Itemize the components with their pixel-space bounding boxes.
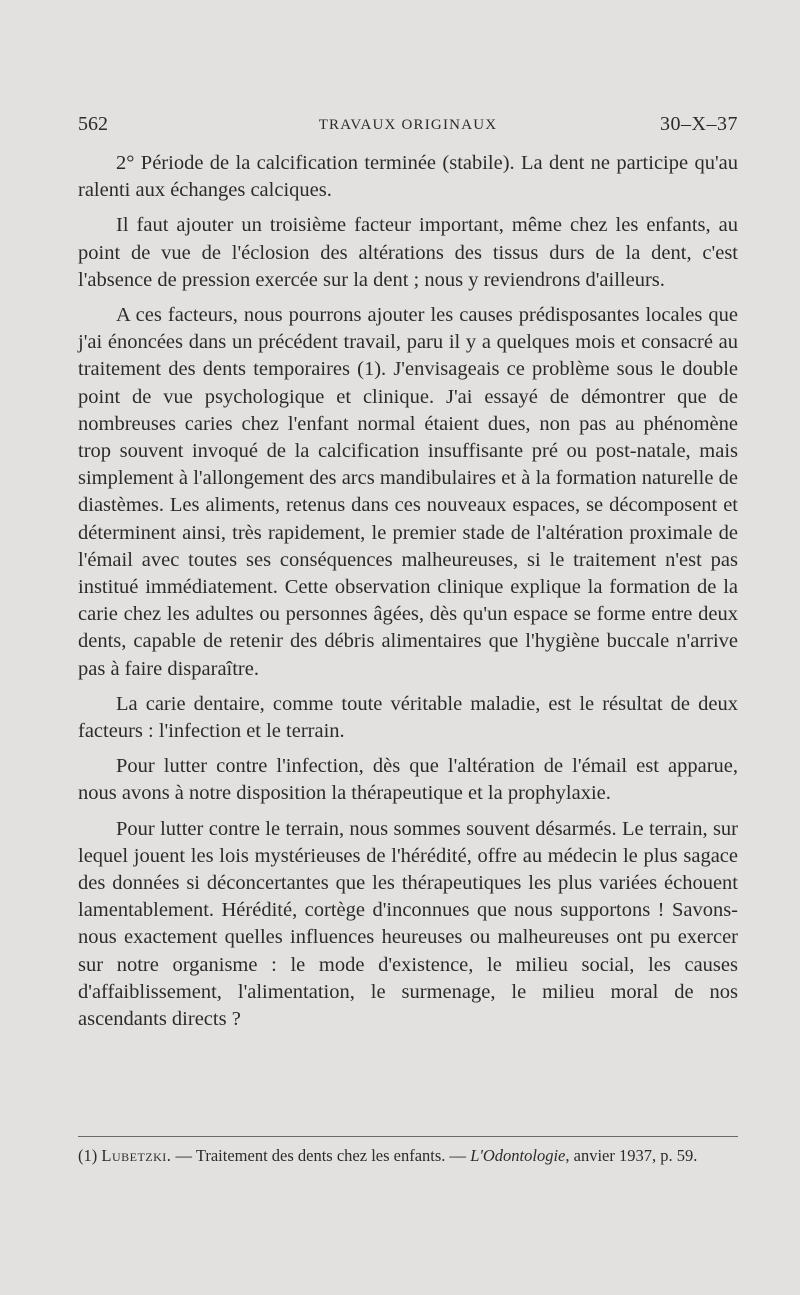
footnote-journal: L'Odontologie xyxy=(470,1146,566,1165)
footnote-marker: (1) xyxy=(78,1146,98,1165)
paragraph: La carie dentaire, comme toute véritable maladie, est le résultat de deux facteurs : l'infection et le terrain. xyxy=(78,692,738,743)
footnote-text xyxy=(78,1144,738,1168)
running-title: TRAVAUX ORIGINAUX xyxy=(318,117,498,133)
footnote-divider xyxy=(78,1136,738,1137)
footnote-date: , anvier 1937, p. 59. xyxy=(565,1146,698,1165)
paragraph: 2° Période de la calcification terminée (stabile). La dent ne participe qu'au ralenti aux échanges calciques. xyxy=(78,152,738,202)
footnote xyxy=(78,1144,738,1168)
footnote-title: — Traitement des dents chez les enfants. — xyxy=(171,1146,471,1165)
issue-date: 30–X–37 xyxy=(660,113,738,135)
paragraph: A ces facteurs, nous pourrons ajouter les causes prédisposantes locales que j'ai énoncées dans un précédent travail, paru il y a quelques mois et consacré au traitement des dents temporaires (1). J'envisageais ce problème sous le double point de vue psychologique et clinique. J'ai essayé de démontrer que de nombreuses caries chez l'enfant normal étaient dues, non pas au phénomène trop souvent invoqué de la calcification insuffisante pré ou post-natale, mais simplement à l'allongement des arcs mandibulaires et à la formation naturelle de diastèmes. Les aliments, retenus dans ces nouveaux espaces, se décomposent et déterminent ainsi, très rapidement, le premier stade de l'altération proximale de l'émail avec toutes ses conséquences malheureuses, si le traitement n'est pas institué immédiatement. Cette observation clinique explique la formation de la carie chez les adultes ou personnes âgées, dès qu'un espace se forme entre deux dents, capable de retenir des débris alimentaires que l'hygiène buccale n'arrive pas à faire disparaître. xyxy=(78,304,738,680)
paragraph: Pour lutter contre le terrain, nous sommes souvent désarmés. Le terrain, sur lequel jouent les lois mystérieuses de l'hérédité, offre au médecin le plus sagace des données si déconcertantes que les thérapeutiques les plus variées échouent lamentablement. Hérédité, cortège d'inconnues que nous supportons ! Savons-nous exactement quelles influences heureuses ou malheureuses ont pu exercer sur notre organisme : le mode d'existence, le milieu social, les causes d'affaiblissement, l'alimentation, le surmenage, le milieu moral de nos ascendants directs ? xyxy=(78,817,738,1031)
page-number: 562 xyxy=(78,113,108,135)
running-header xyxy=(78,113,738,143)
body-text xyxy=(78,150,738,1041)
paragraph: Il faut ajouter un troisième facteur important, même chez les enfants, au point de vue de l'éclosion des altérations des tissus durs de la dent, c'est l'absence de pression exercée sur la dent ; nous y reviendrons d'ailleurs. xyxy=(78,214,738,291)
paragraph: Pour lutter contre l'infection, dès que l'altération de l'émail est apparue, nous avons à notre disposition la thérapeutique et la prophylaxie. xyxy=(78,755,738,805)
footnote-author: Lubetzki. xyxy=(101,1146,172,1165)
